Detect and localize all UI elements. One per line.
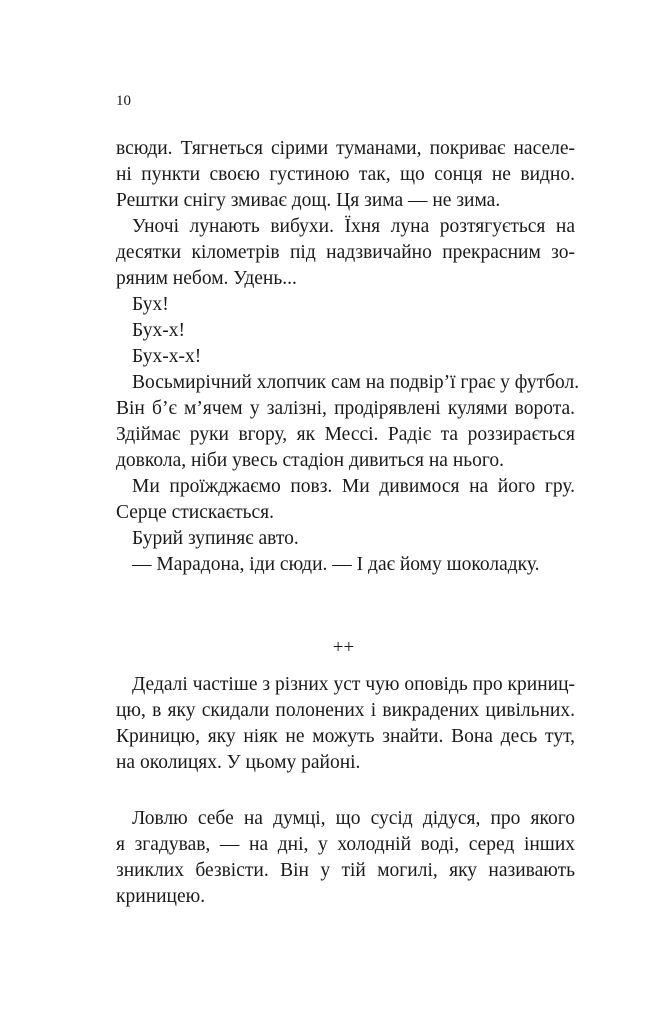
text-block-2 xyxy=(116,672,575,776)
text-line: Рештки снігу змиває дощ. Ця зима — не зима. xyxy=(116,190,501,211)
text-line: ні пункти своєю густиною так, що сонця не видно. xyxy=(116,164,575,185)
text-line: всюди. Тягнеться сірими туманами, покриває населе- xyxy=(116,138,575,159)
text-line: цю, в яку скидали полонених і викрадених цивільних. xyxy=(116,700,575,721)
text-line: Бурий зупиняє авто. xyxy=(132,528,299,549)
text-line: Бух-х-х! xyxy=(132,346,202,367)
text-block-3 xyxy=(116,806,575,910)
text-line: Ми проїжджаємо повз. Ми дивимося на його гру. xyxy=(132,476,575,497)
text-line: Дедалі частіше з різних уст чую оповідь про криниц- xyxy=(132,674,575,695)
text-line: Восьмирічний хлопчик сам на подвір’ї грає у футбол. xyxy=(132,372,580,393)
text-line: Здіймає руки вгору, як Мессі. Радіє та роззирається xyxy=(116,424,575,445)
text-line: Бух-х! xyxy=(132,320,185,341)
text-line: Ловлю себе на думці, що сусід дідуся, про якого xyxy=(132,808,575,829)
text-line: Криницю, яку ніяк не можуть знайти. Вона десь тут, xyxy=(116,726,575,747)
page-number: 10 xyxy=(116,93,131,109)
text-line: криницею. xyxy=(116,886,206,907)
text-line: — Марадона, іди сюди. — І дає йому шоколадку. xyxy=(132,554,540,575)
text-line: Він б’є м’ячем у залізні, продірявлені кулями ворота. xyxy=(116,398,575,419)
text-line: на околицях. У цьому районі. xyxy=(116,752,361,773)
text-block-1 xyxy=(116,136,580,578)
text-line: довкола, ніби увесь стадіон дивиться на нього. xyxy=(116,450,505,471)
section-separator: ++ xyxy=(332,637,355,658)
text-line: Бух! xyxy=(132,294,169,315)
text-line: Уночі лунають вибухи. Їхня луна розтягується на xyxy=(132,216,575,237)
text-line: Серце стискається. xyxy=(116,502,274,523)
text-line: десятки кілометрів під надзвичайно прекрасним зо- xyxy=(116,242,575,263)
text-line: зниклих безвісти. Він у тій могилі, яку називають xyxy=(116,860,575,881)
text-line: я згадував, — на дні, у холодній воді, серед інших xyxy=(116,834,575,855)
text-line: ряним небом. Удень... xyxy=(116,268,297,289)
